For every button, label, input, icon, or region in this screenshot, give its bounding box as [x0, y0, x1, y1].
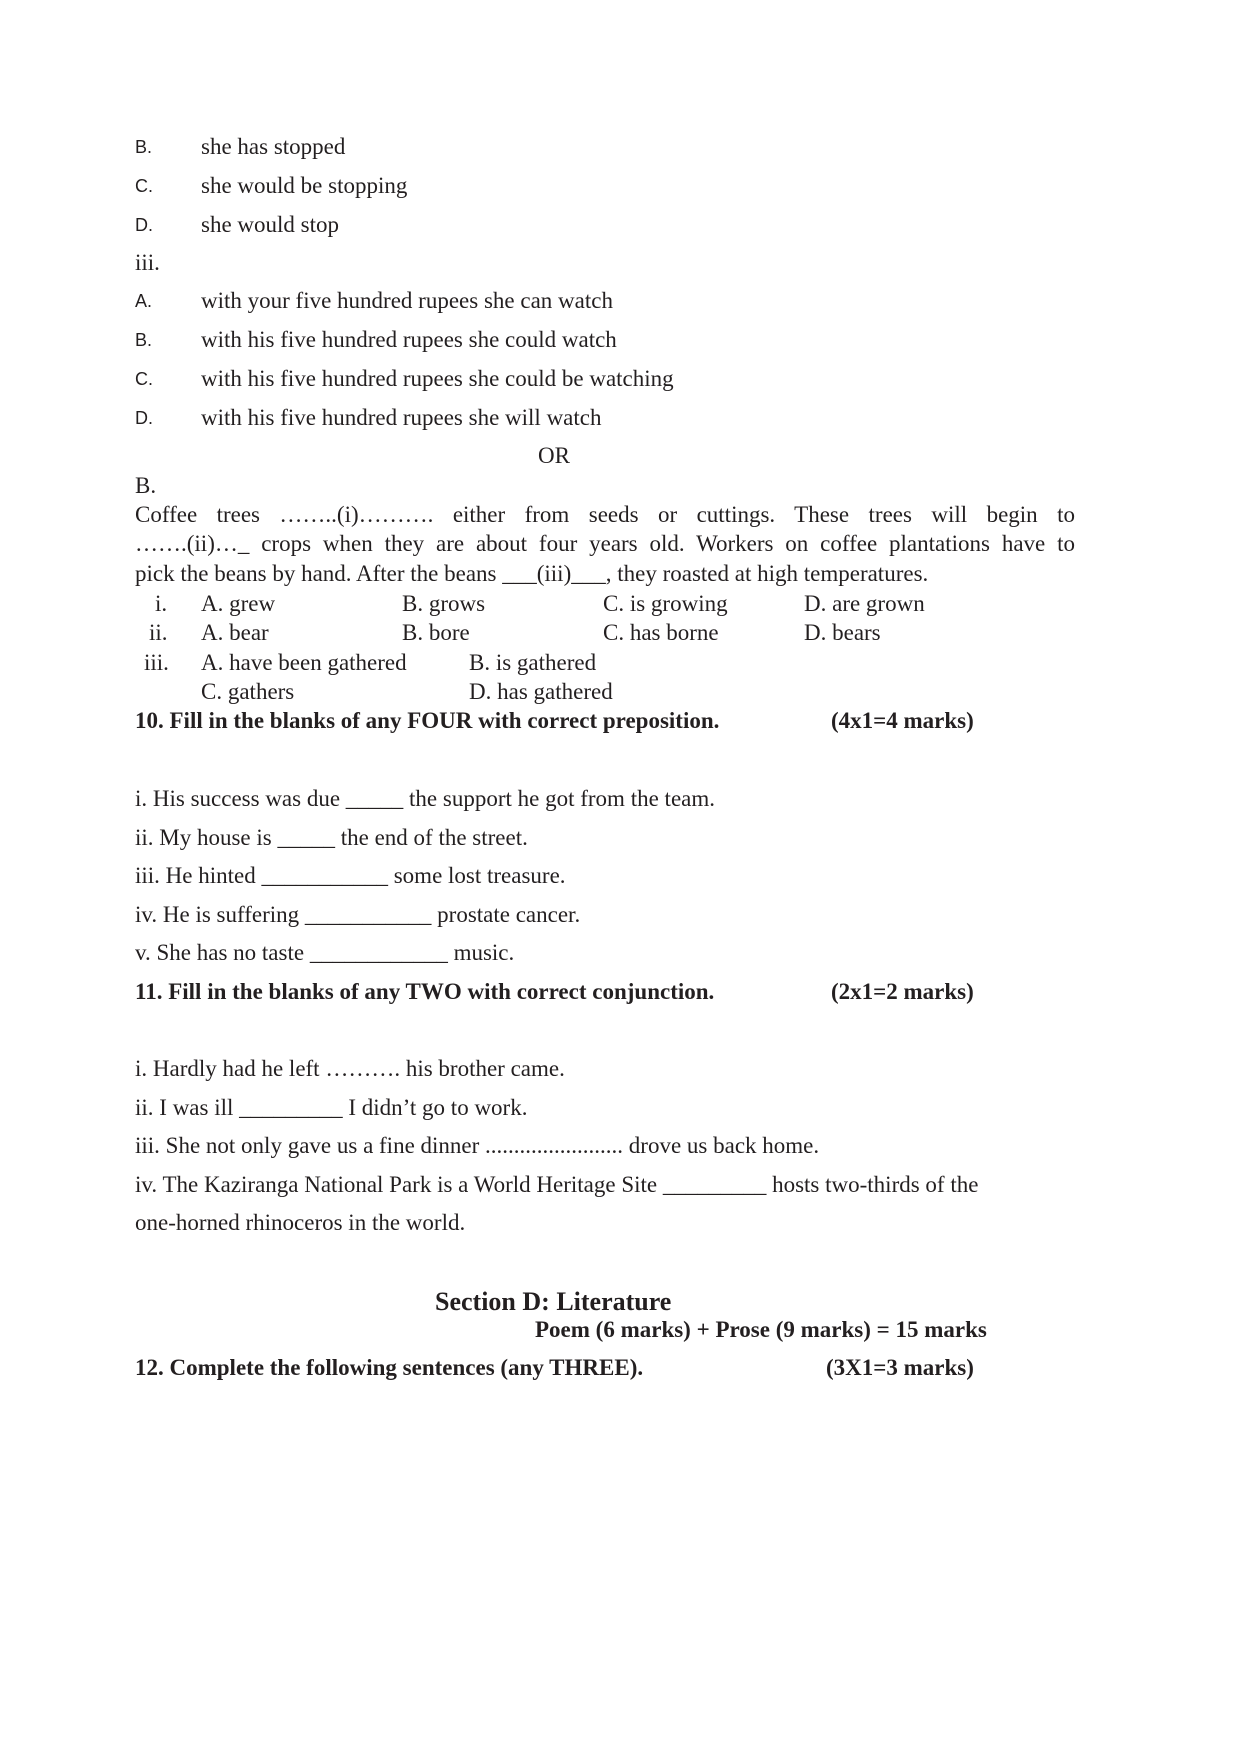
fill-blank-item: ii. I was ill _________ I didn’t go to work.	[135, 1095, 528, 1120]
fill-blank-item: i. Hardly had he left ………. his brother came.	[135, 1056, 565, 1081]
option-text: with your five hundred rupees she can watch	[201, 288, 613, 313]
fill-blank-item: iv. He is suffering ___________ prostate cancer.	[135, 902, 581, 927]
fill-blank-item-continued: one-horned rhinoceros in the world.	[135, 1210, 466, 1235]
passage-line: …….(ii)…_ crops when they are about four years old. Workers on coffee plantations have to	[135, 531, 1075, 556]
choice: C. is growing	[603, 591, 728, 616]
option-text: she has stopped	[201, 134, 346, 159]
sub-question-number: iii.	[135, 250, 160, 275]
choice: B. is gathered	[469, 650, 597, 675]
or-separator: OR	[538, 443, 570, 468]
passage-line: pick the beans by hand. After the beans ___(iii)___, they roasted at high temperatures.	[135, 561, 929, 586]
choice: A. grew	[201, 591, 276, 616]
option-text: she would stop	[201, 212, 339, 237]
fill-blank-item: v. She has no taste ____________ music.	[135, 940, 515, 965]
option-letter: D.	[135, 215, 153, 235]
option-text: with his five hundred rupees she will watch	[201, 405, 602, 430]
passage-line: Coffee trees ……..(i)………. either from seeds or cuttings. These trees will begin to	[135, 502, 1075, 527]
choice: B. bore	[402, 620, 470, 645]
fill-blank-item: iv. The Kaziranga National Park is a World Heritage Site _________ hosts two-thirds of the	[135, 1172, 979, 1197]
option-letter: D.	[135, 408, 153, 428]
section-title: Section D: Literature	[435, 1287, 672, 1316]
choice: B. grows	[402, 591, 486, 616]
choice: C. has borne	[603, 620, 719, 645]
fill-blank-item: ii. My house is _____ the end of the street.	[135, 825, 528, 850]
option-letter: A.	[135, 291, 153, 311]
choice: A. bear	[201, 620, 269, 645]
blank-number: iii.	[144, 650, 169, 675]
blank-number: i.	[155, 591, 168, 616]
option-text: she would be stopping	[201, 173, 408, 198]
fill-blank-item: i. His success was due _____ the support he got from the team.	[135, 786, 715, 811]
marks-label: (4x1=4 marks)	[831, 708, 974, 733]
option-letter: B.	[135, 330, 153, 350]
blank-number: ii.	[149, 620, 168, 645]
option-text: with his five hundred rupees she could watch	[201, 327, 617, 352]
option-letter: B.	[135, 137, 153, 157]
marks-label: (3X1=3 marks)	[826, 1355, 974, 1380]
fill-blank-item: iii. He hinted ___________ some lost treasure.	[135, 863, 566, 888]
choice: D. has gathered	[469, 679, 613, 704]
marks-label: (2x1=2 marks)	[831, 979, 974, 1004]
question-heading: 11. Fill in the blanks of any TWO with correct conjunction.	[135, 979, 715, 1004]
option-letter: C.	[135, 176, 153, 196]
choice: D. are grown	[804, 591, 925, 616]
fill-blank-item: iii. She not only gave us a fine dinner ........................ drove us back home.	[135, 1133, 820, 1158]
option-text: with his five hundred rupees she could be watching	[201, 366, 674, 391]
choice: C. gathers	[201, 679, 295, 704]
section-subtitle: Poem (6 marks) + Prose (9 marks) = 15 marks	[535, 1317, 987, 1342]
option-letter: C.	[135, 369, 153, 389]
question-heading: 12. Complete the following sentences (any THREE).	[135, 1355, 644, 1380]
choice: A. have been gathered	[201, 650, 407, 675]
part-label: B.	[135, 473, 157, 498]
question-heading: 10. Fill in the blanks of any FOUR with correct preposition.	[135, 708, 720, 733]
choice: D. bears	[804, 620, 881, 645]
